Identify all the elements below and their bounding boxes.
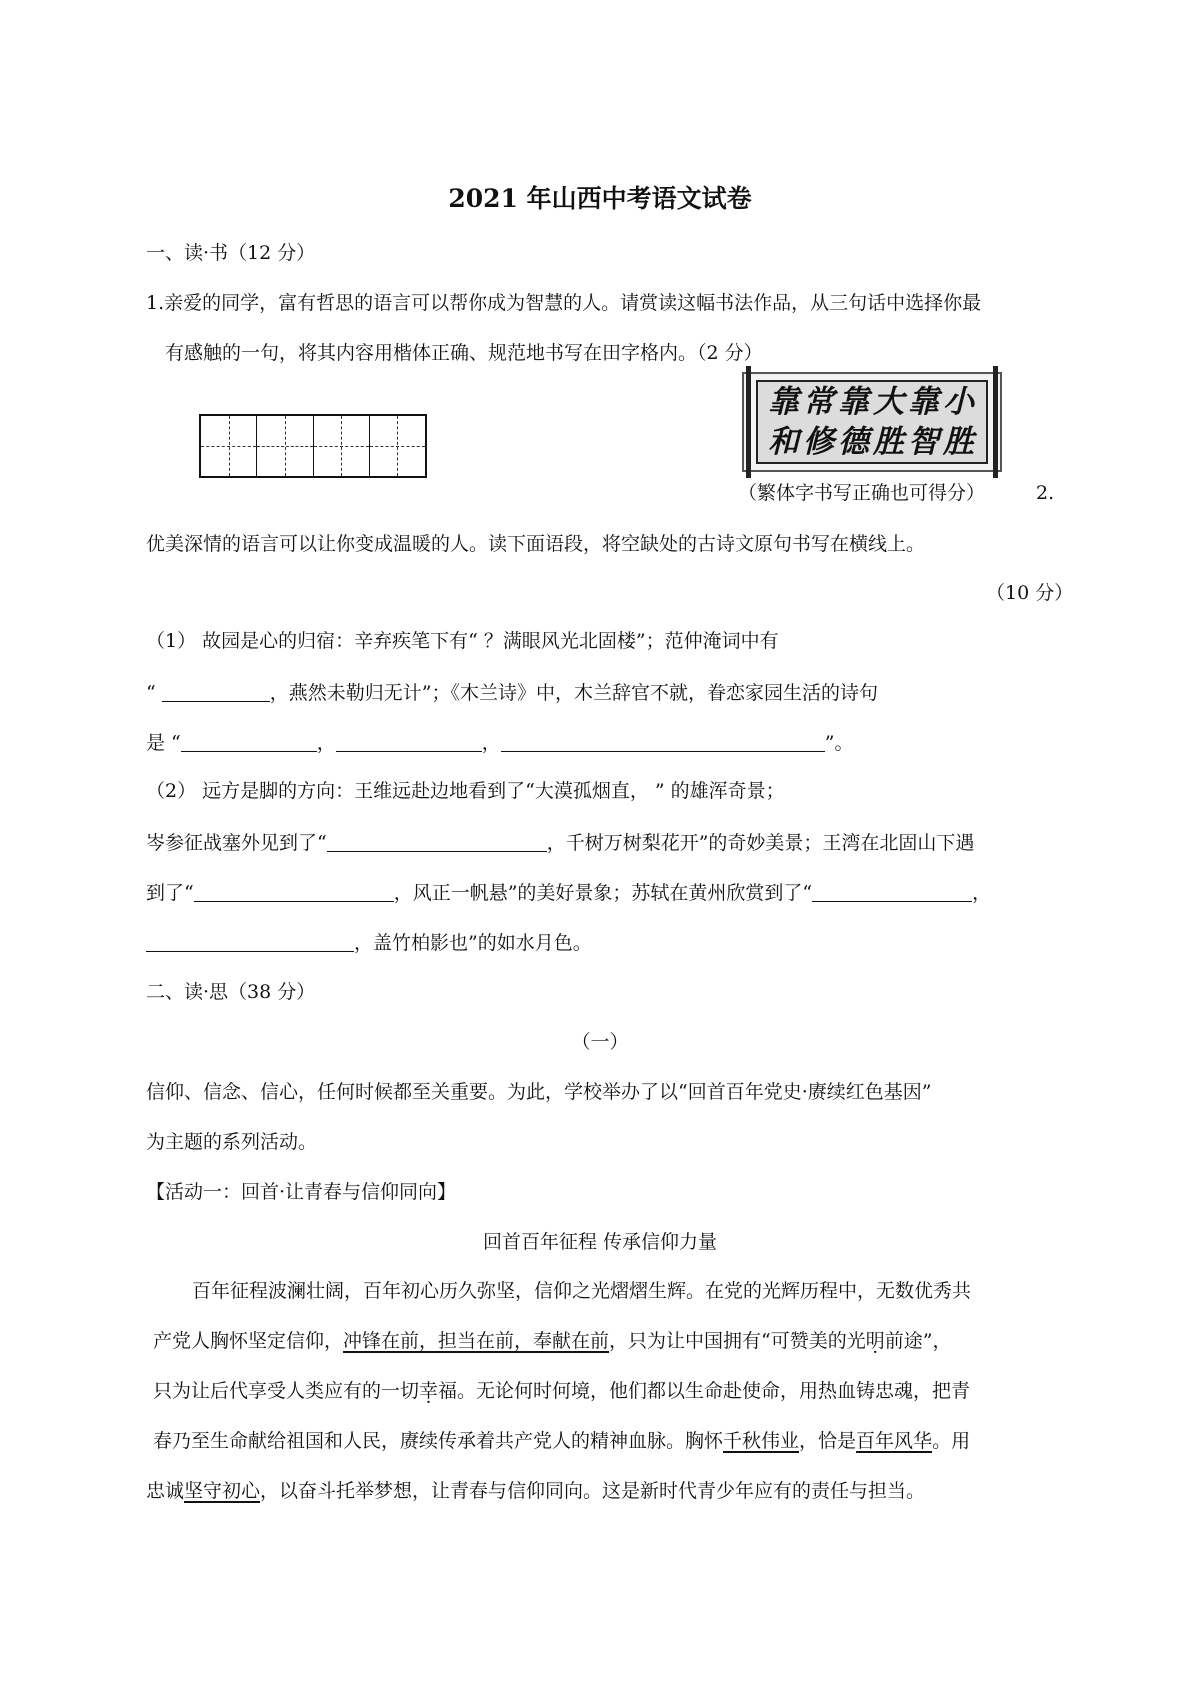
calligraphy-char: 和 [768, 424, 801, 460]
text-segment: 。用 [932, 1430, 971, 1452]
text-segment: ，盖竹柏影也”的如水月色。 [354, 932, 592, 954]
calligraphy-char: 修 [803, 424, 836, 460]
text-segment: ，只为让中国拥有“可赞美的光 [609, 1330, 866, 1352]
calligraphy-char: 靠 [768, 384, 801, 420]
q2-part1-line2 [146, 682, 878, 703]
q1-line-1: 1.亲爱的同学，富有哲思的语言可以帮你成为智慧的人。请赏读这幅书法作品，从三句话中选择你最 [146, 292, 982, 314]
text-segment: 岑参征战塞外见到了“ [146, 832, 327, 854]
article-line-2 [153, 1332, 951, 1351]
text-segment: 福。无论何时何境，他们都以生命赴使命，用热血铸忠魂，把青 [438, 1380, 971, 1402]
text-segment: ， [972, 882, 992, 904]
text-segment: 到了“ [146, 882, 194, 904]
activity-heading: 【活动一：回首·让青春与信仰同向】 [146, 1181, 457, 1203]
calligraphy-char: 德 [838, 424, 871, 460]
answer-blank[interactable] [181, 732, 317, 752]
subsection-label: （一） [571, 1031, 629, 1053]
text-segment: ， [316, 732, 336, 754]
section2-intro-line2: 为主题的系列活动。 [146, 1131, 318, 1153]
calligraphy-char: 小 [943, 384, 976, 420]
answer-blank[interactable] [194, 882, 394, 902]
calligraphy-char: 智 [908, 424, 941, 460]
q2-part2-line2 [146, 832, 974, 853]
calligraphy-char: 靠 [838, 384, 871, 420]
text-segment: 只为让后代享受人类应有的一切 [153, 1380, 420, 1402]
text-segment: ， [481, 732, 501, 754]
calligraphy-char: 靠 [908, 384, 941, 420]
text-segment: 产党人胸怀坚定信仰， [153, 1330, 344, 1352]
grid-cell[interactable] [369, 416, 425, 476]
article-title: 回首百年征程 传承信仰力量 [482, 1231, 718, 1253]
article-line-1: 百年征程波澜壮阔，百年初心历久弥坚，信仰之光熠熠生辉。在党的光辉历程中，无数优秀共 [192, 1280, 972, 1302]
text-segment: 前途”， [884, 1330, 952, 1352]
grid-cell[interactable] [313, 416, 369, 476]
calligraphy-row-1 [768, 384, 976, 420]
q2-part1-line3 [146, 732, 854, 753]
text-segment: ”。 [824, 732, 854, 754]
text-segment: ，以奋斗托举梦想，让青春与信仰同向。这是新时代青少年应有的责任与担当。 [260, 1480, 926, 1502]
text-segment: ，燕然未勒归无计”；《木兰诗》中，木兰辞官不就，眷恋家园生活的诗句 [269, 682, 878, 704]
underlined-phrase: 坚守初心 [184, 1480, 261, 1502]
article-line-5 [146, 1482, 925, 1501]
underlined-phrase: 百年风华 [856, 1430, 933, 1452]
dotted-char: 幸 [419, 1380, 439, 1402]
underlined-phrase: 千秋伟业 [723, 1430, 800, 1452]
calligraphy-char: 大 [873, 384, 906, 420]
underlined-phrase: 冲锋在前，担当在前，奉献在前 [343, 1330, 610, 1352]
calligraphy-char: 常 [803, 384, 836, 420]
q2-intro: 优美深情的语言可以让你变成温暖的人。读下面语段，将空缺处的古诗文原句书写在横线上。 [146, 533, 926, 555]
grid-cell[interactable] [201, 416, 256, 476]
text-segment: ，恰是 [799, 1430, 857, 1452]
dotted-char: 明 [865, 1330, 885, 1352]
answer-blank[interactable] [812, 882, 972, 902]
article-line-4 [153, 1432, 970, 1451]
answer-blank[interactable] [336, 732, 482, 752]
calligraphy-row-2 [768, 424, 976, 460]
section-heading-1: 一、读·书（12 分） [146, 242, 316, 264]
q2-part2-line1: （2） 远方是脚的方向：王维远赴边地看到了“大漠孤烟直， ” 的雄浑奇景； [146, 780, 785, 802]
calligraphy-scroll [742, 372, 1002, 472]
scroll-rod-left [746, 366, 751, 478]
q2-part2-line4 [146, 932, 592, 953]
grid-cell[interactable] [256, 416, 312, 476]
q2-number: 2. [1036, 482, 1055, 504]
section-heading-2: 二、读·思（38 分） [146, 981, 316, 1003]
text-segment: ，风正一帆悬”的美好景象；苏轼在黄州欣赏到了“ [393, 882, 813, 904]
q2-part2-line3 [146, 882, 991, 903]
text-segment: 忠诚 [146, 1480, 185, 1502]
text-segment: 春乃至生命献给祖国和人民，赓续传承着共产党人的精神血脉。胸怀 [153, 1430, 724, 1452]
section2-intro-line1: 信仰、信念、信心，任何时候都至关重要。为此，学校举办了以“回首百年党史·赓续红色基因” [146, 1081, 932, 1103]
q1-line-2: 有感触的一句，将其内容用楷体正确、规范地书写在田字格内。（2 分） [165, 342, 763, 364]
text-segment: ，千树万树梨花开”的奇妙美景；王湾在北固山下遇 [546, 832, 975, 854]
calligraphy-char: 胜 [943, 424, 976, 460]
q2-points: （10 分） [986, 582, 1074, 604]
answer-blank[interactable] [501, 732, 825, 752]
text-segment: 是 “ [146, 732, 181, 754]
scroll-rod-right [993, 366, 998, 478]
article-line-3 [153, 1382, 970, 1401]
answer-blank[interactable] [327, 832, 547, 852]
calligraphy-char: 胜 [873, 424, 906, 460]
text-segment: “ [146, 682, 162, 704]
q1-note: （繁体字书写正确也可得分） [738, 482, 986, 504]
tianzige-grid[interactable] [199, 414, 427, 478]
answer-blank[interactable] [146, 932, 354, 952]
q2-part1-line1: （1） 故园是心的归宿：辛弃疾笔下有“ ？满眼风光北固楼”；范仲淹词中有 [146, 630, 779, 652]
page-title: 2021 年山西中考语文试卷 [448, 184, 752, 213]
answer-blank[interactable] [162, 682, 270, 702]
